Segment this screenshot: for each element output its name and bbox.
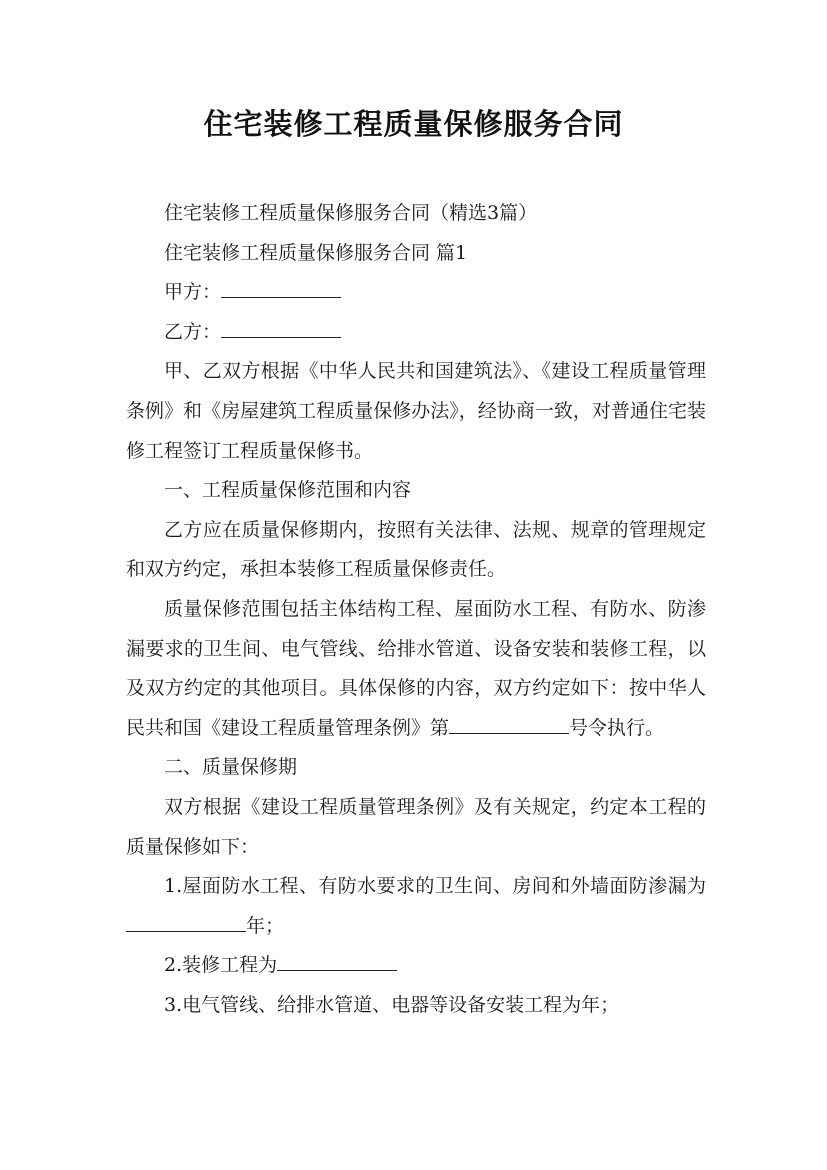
document-body xyxy=(126,194,706,1025)
list-item-text: 2.装修工程为 xyxy=(164,954,278,977)
decoration-period-blank xyxy=(277,950,397,971)
list-item xyxy=(126,867,706,946)
years-blank xyxy=(126,911,246,932)
paragraph: 甲、乙双方根据《中华人民共和国建筑法》、《建设工程质量管理条例》和《房屋建筑工程质量保修办法》，经协商一致，对普通住宅装修工程签订工程质量保修书。 xyxy=(126,360,706,462)
section-heading: 一、工程质量保修范围和内容 xyxy=(164,479,412,502)
party-a-blank xyxy=(221,277,341,298)
party-b-label: 乙方： xyxy=(164,320,222,343)
list-item-text: 年； xyxy=(246,914,285,937)
paragraph-text: 号令执行。 xyxy=(569,716,665,739)
list-item xyxy=(126,946,706,986)
party-b-blank xyxy=(221,317,341,338)
decree-number-blank xyxy=(449,713,569,734)
paragraph: 住宅装修工程质量保修服务合同（精选3篇） xyxy=(164,202,538,224)
paragraph: 双方根据《建设工程质量管理条例》及有关规定，约定本工程的质量保修如下： xyxy=(126,795,706,858)
list-item: 3.电气管线、给排水管道、电器等设备安装工程为年； xyxy=(164,993,620,1016)
paragraph xyxy=(126,590,706,748)
section-heading: 二、质量保修期 xyxy=(164,756,298,779)
party-a-label: 甲方： xyxy=(164,281,222,304)
list-item-text: 1.屋面防水工程、有防水要求的卫生间、房间和外墙面防渗漏为 xyxy=(164,875,706,898)
paragraph-text: 质量保修范围包括主体结构工程、屋面防水工程、有防水、防渗漏要求的卫生间、电气管线、给排水管道、设备安装和装修工程，以及双方约定的其他项目。具体保修的内容，双方约定如下：按中华人民共和国《建设工程质量管理条例》第 xyxy=(126,597,706,739)
party-b-line xyxy=(126,313,706,353)
paragraph: 乙方应在质量保修期内，按照有关法律、法规、规章的管理规定和双方约定，承担本装修工程质量保修责任。 xyxy=(126,518,706,581)
party-a-line xyxy=(126,273,706,313)
document-title: 住宅装修工程质量保修服务合同 xyxy=(203,107,624,141)
paragraph: 住宅装修工程质量保修服务合同 篇1 xyxy=(164,241,468,264)
